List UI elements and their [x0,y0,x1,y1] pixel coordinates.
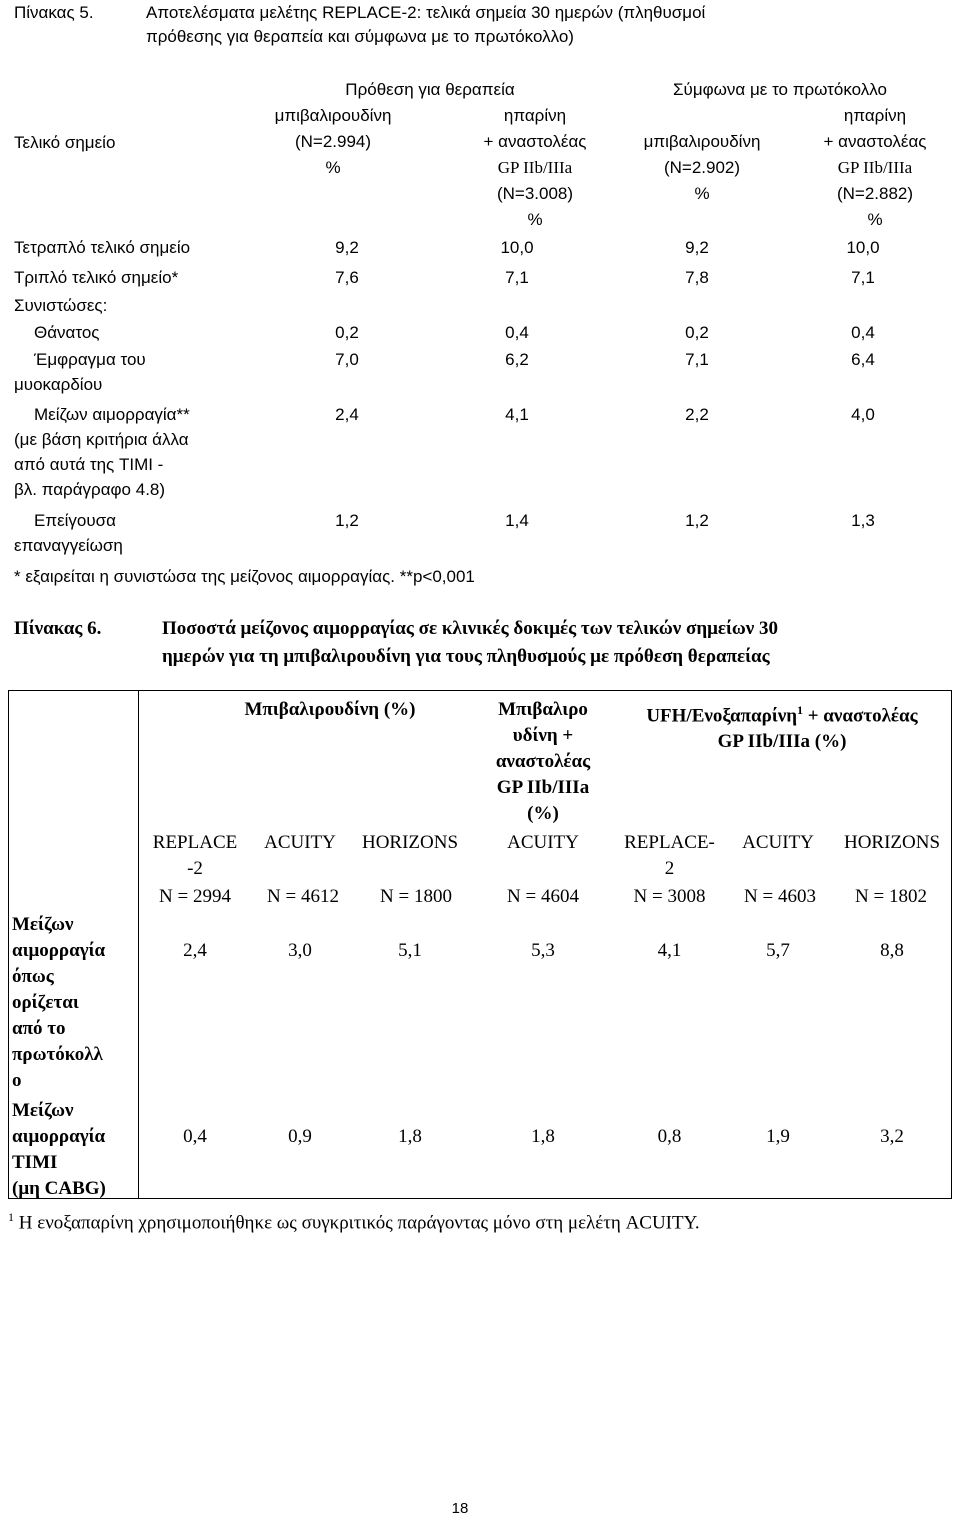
row-label-line: TIMI [12,1152,58,1173]
header-line: % [867,210,883,229]
row-value: 1,2 [335,511,359,530]
table6-caption-line2: ημερών για τη μπιβαλιρουδίνη για τους πληθυσμούς με πρόθεση θεραπείας [162,646,770,667]
header-line: αναστολέας [495,751,591,772]
study-line: REPLACE- [624,832,715,853]
header-line: Μπιβαλιρο [498,699,588,720]
row-value: 5,7 [766,940,790,961]
row-label: βλ. παράγραφο 4.8) [14,480,166,499]
row-value: 8,8 [880,940,904,961]
header-line: GP IIb/IIIa [496,777,590,798]
table5-group-itt: Πρόθεση για θεραπεία [345,80,515,99]
study-name: ACUITY [742,832,814,853]
table5-caption-label: Πίνακας 5. [14,3,94,22]
n-value: N = 3008 [633,886,706,907]
study-line: REPLACE [152,832,238,853]
header-ufh-rest: + αναστολέας [802,705,918,727]
header-line: (%) [527,803,559,824]
row-label [12,912,105,1094]
row-value: 0,4 [505,323,529,342]
header-line: GP IIb/IIIa [837,158,913,177]
row-value: 3,2 [880,1126,904,1147]
row-value: 10,0 [846,238,880,257]
table5-caption-line1: Αποτελέσματα μελέτης REPLACE-2: τελικά σημεία 30 ημερών (πληθυσμοί [146,3,706,22]
row-value: 0,4 [183,1126,207,1147]
row-value: 4,1 [657,940,682,961]
header-line: GP IIb/IIIa (%) [717,731,847,753]
header-line: + αναστολέας [823,132,927,151]
table5-header-pp-heparin [790,103,960,233]
n-value: N = 2994 [159,886,231,907]
row-label: Τριπλό τελικό σημείο* [14,268,179,287]
table5-footnote: * εξαιρείται η συνιστώσα της μείζονος αιμορραγίας. **p<0,001 [14,567,475,586]
table6-header-ufh [612,697,952,755]
study-name: HORIZONS [843,832,941,853]
row-label-line: ορίζεται [12,992,79,1013]
row-value: 9,2 [685,238,709,257]
row-label-line: όπως [12,966,54,987]
table6-caption-line1: Ποσοστά μείζονος αιμορραγίας σε κλινικές δοκιμές των τελικών σημείων 30 [162,618,779,639]
table6-caption-label: Πίνακας 6. [14,618,102,639]
study-line: -2 [187,858,203,879]
row-label-line: αιμορραγία [12,1126,106,1147]
header-line: GP IIb/IIIa [497,158,573,177]
header-line [612,697,952,729]
row-label: Επείγουσα [34,511,116,530]
header-line: % [527,210,543,229]
study-name [612,830,727,882]
study-name [140,830,250,882]
study-name: ACUITY [507,832,579,853]
header-line: μπιβαλιρουδίνη [274,106,392,125]
row-value: 5,1 [398,940,422,961]
footnote-marker: 1 [796,703,803,717]
row-value: 4,1 [505,405,529,424]
table5-caption-line2: πρόθεσης για θεραπεία και σύμφωνα με το πρωτόκολλο) [146,27,574,46]
row-value: 7,1 [851,268,875,287]
n-value: N = 1800 [380,886,452,907]
table5-group-pp: Σύμφωνα με το πρωτόκολλο [673,80,887,99]
row-label: (με βάση κριτήρια άλλα [14,430,189,449]
row-value: 0,4 [851,323,875,342]
row-value: 0,8 [657,1126,682,1147]
row-value: 4,0 [851,405,875,424]
row-value: 3,0 [288,940,312,961]
header-line: (N=2.994) [294,132,372,151]
header-line: μπιβαλιρουδίνη [643,132,761,151]
row-value: 1,3 [851,511,875,530]
row-value: 1,8 [398,1126,422,1147]
row-value: 0,2 [685,323,709,342]
header-line: (N=3.008) [496,184,574,203]
row-label: επαναγγείωση [14,536,123,555]
row-value: 0,2 [335,323,359,342]
row-value: 0,9 [288,1126,312,1147]
row-label-line: Μείζων [12,914,74,935]
page-number: 18 [451,1500,469,1517]
row-value: 2,4 [335,405,359,424]
n-value: N = 4603 [744,886,816,907]
header-line: ηπαρίνη [843,106,907,125]
row-label: Τετραπλό τελικό σημείο [14,238,191,257]
study-name: ACUITY [264,832,336,853]
row-label-line: πρωτόκολλ [12,1044,103,1065]
header-line: (N=2.882) [836,184,914,203]
table5-col-endpoint: Τελικό σημείο [14,133,116,152]
row-value: 7,1 [685,350,709,369]
row-label: Μείζων αιμορραγία** [34,405,190,424]
row-label [12,1098,106,1202]
footnote-marker: 1 [8,1210,14,1224]
row-label: Έμφραγμα του [34,350,146,369]
header-line: % [325,158,341,177]
row-value: 7,8 [685,268,709,287]
row-value: 7,1 [505,268,529,287]
header-line: + αναστολέας [483,132,587,151]
row-label: μυοκαρδίου [14,375,103,394]
row-value: 6,4 [851,350,875,369]
n-value: N = 4604 [507,886,579,907]
table6-footnote [8,1204,700,1236]
header-line: % [694,184,710,203]
row-value: 2,2 [685,405,709,424]
row-value: 2,4 [183,940,207,961]
row-label-line: ο [12,1070,22,1091]
table5-header-pp-bivalirudin [612,129,792,207]
table6-header-bivalirudin-gp [478,697,608,827]
study-line: 2 [664,858,675,879]
row-value: 9,2 [335,238,359,257]
header-line: ηπαρίνη [503,106,567,125]
row-label-line: Μείζων [12,1100,74,1121]
header-line: (N=2.902) [663,158,741,177]
row-value: 5,3 [531,940,555,961]
header-ufh-text: UFH/Ενοξαπαρίνη [646,705,797,727]
row-value: 6,2 [505,350,529,369]
table5-header-itt-heparin [450,103,620,233]
n-value: N = 4612 [267,886,339,907]
row-value: 7,6 [335,268,359,287]
row-value: 1,8 [531,1126,555,1147]
row-value: 1,4 [505,511,529,530]
row-value: 7,0 [335,350,359,369]
row-label-line: από το [12,1018,66,1039]
row-label-line: αιμορραγία [12,940,106,961]
row-label: Συνιστώσες: [14,296,108,315]
table5-header-itt-bivalirudin [248,103,418,181]
row-value: 1,9 [766,1126,790,1147]
header-line: υδίνη + [512,725,574,746]
study-name: HORIZONS [361,832,459,853]
n-value: N = 1802 [855,886,927,907]
row-value: 10,0 [500,238,534,257]
row-label-line: (μη CABG) [12,1178,106,1199]
table6-header-bivalirudin: Μπιβαλιρουδίνη (%) [244,699,416,720]
row-value: 1,2 [685,511,709,530]
row-label: από αυτά της TIMI - [14,455,164,474]
footnote-text: Η ενοξαπαρίνη χρησιμοποιήθηκε ως συγκριτικός παράγοντας μόνο στη μελέτη ACUITY. [14,1212,700,1234]
row-label: Θάνατος [34,323,100,342]
